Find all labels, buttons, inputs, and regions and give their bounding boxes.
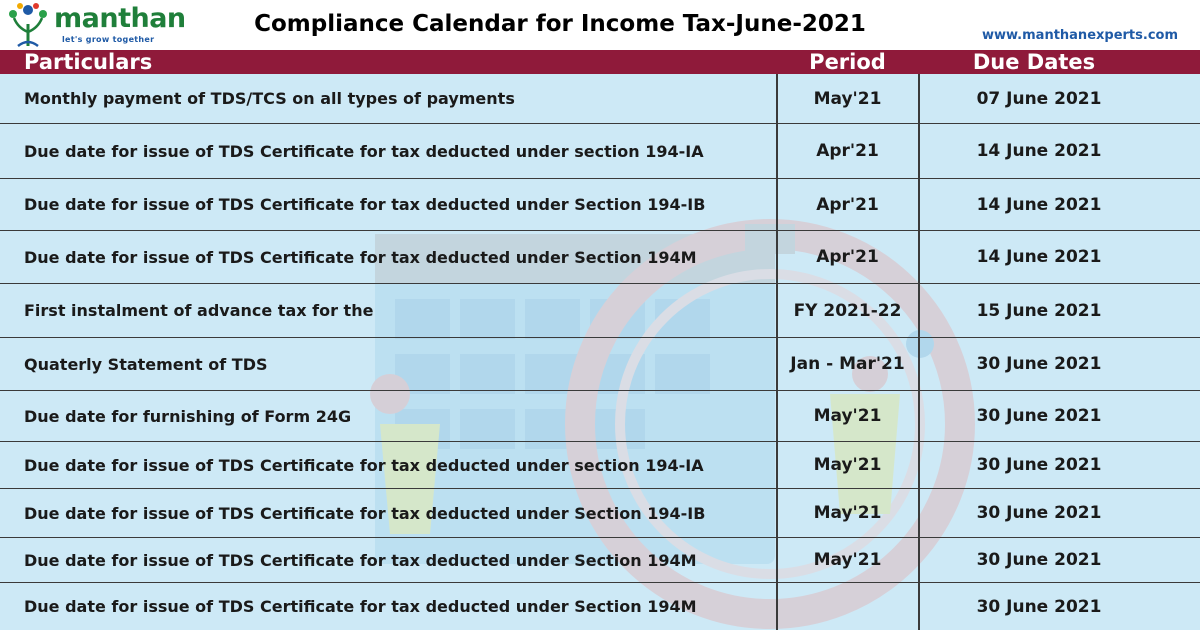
table-row	[0, 338, 1200, 391]
table-row	[0, 538, 1200, 583]
page-header	[0, 0, 1200, 50]
table-row	[0, 489, 1200, 538]
due-date-cell: 07 June 2021	[976, 88, 1102, 109]
period-cell: Apr'21	[816, 194, 879, 215]
compliance-table	[0, 50, 1200, 630]
due-date-cell: 30 June 2021	[976, 550, 1102, 570]
table-row	[0, 284, 1200, 338]
column-header-due-dates: Due Dates	[972, 50, 1096, 74]
table-row	[0, 391, 1200, 442]
particulars-cell: Quaterly Statement of TDS	[24, 354, 268, 374]
table-row	[0, 231, 1200, 284]
website-link[interactable]: www.manthanexperts.com	[981, 28, 1178, 43]
people-tree-logo-icon	[4, 2, 52, 48]
table-row	[0, 583, 1200, 630]
column-header-particulars: Particulars	[24, 50, 153, 74]
due-date-cell: 30 June 2021	[976, 354, 1102, 374]
table-row	[0, 179, 1200, 231]
period-cell: May'21	[813, 503, 882, 523]
column-header-period: Period	[809, 50, 886, 74]
logo-name: manthan	[54, 3, 186, 34]
due-date-cell: 30 June 2021	[976, 503, 1102, 523]
due-date-cell: 30 June 2021	[976, 406, 1102, 426]
particulars-cell: Monthly payment of TDS/TCS on all types of payments	[24, 89, 515, 108]
period-cell: Apr'21	[816, 247, 879, 267]
period-cell: FY 2021-22	[793, 300, 902, 321]
logo-tagline: let's grow together	[62, 35, 155, 44]
due-date-cell: 14 June 2021	[976, 194, 1102, 215]
table-row	[0, 74, 1200, 124]
particulars-cell: Due date for issue of TDS Certificate for tax deducted under Section 194-IB	[24, 503, 706, 523]
table-row	[0, 124, 1200, 179]
particulars-cell: First instalment of advance tax for the	[24, 301, 374, 320]
due-date-cell: 30 June 2021	[976, 596, 1102, 617]
particulars-cell: Due date for issue of TDS Certificate for tax deducted under Section 194M	[24, 247, 697, 267]
period-cell	[776, 583, 919, 630]
manthan-logo[interactable]	[4, 2, 186, 48]
particulars-cell: Due date for issue of TDS Certificate for tax deducted under Section 194M	[24, 550, 697, 570]
due-date-cell: 15 June 2021	[976, 300, 1102, 321]
period-cell: Jan - Mar'21	[790, 354, 905, 374]
period-cell: Apr'21	[816, 141, 879, 161]
particulars-cell: Due date for issue of TDS Certificate for tax deducted under section 194-IA	[24, 455, 704, 475]
period-cell: May'21	[813, 406, 882, 426]
particulars-cell: Due date for issue of TDS Certificate for tax deducted under Section 194-IB	[24, 195, 706, 214]
table-row	[0, 442, 1200, 489]
page-title: Compliance Calendar for Income Tax-June-2021	[254, 11, 866, 37]
particulars-cell: Due date for furnishing of Form 24G	[24, 406, 352, 426]
period-cell: May'21	[813, 88, 882, 109]
due-date-cell: 14 June 2021	[976, 141, 1102, 161]
due-date-cell: 30 June 2021	[976, 455, 1102, 475]
particulars-cell: Due date for issue of TDS Certificate for tax deducted under Section 194M	[24, 597, 697, 616]
period-cell: May'21	[813, 550, 882, 570]
due-date-cell: 14 June 2021	[976, 247, 1102, 267]
particulars-cell: Due date for issue of TDS Certificate for tax deducted under section 194-IA	[24, 141, 704, 161]
table-header-row	[0, 50, 1200, 74]
period-cell: May'21	[813, 455, 882, 475]
